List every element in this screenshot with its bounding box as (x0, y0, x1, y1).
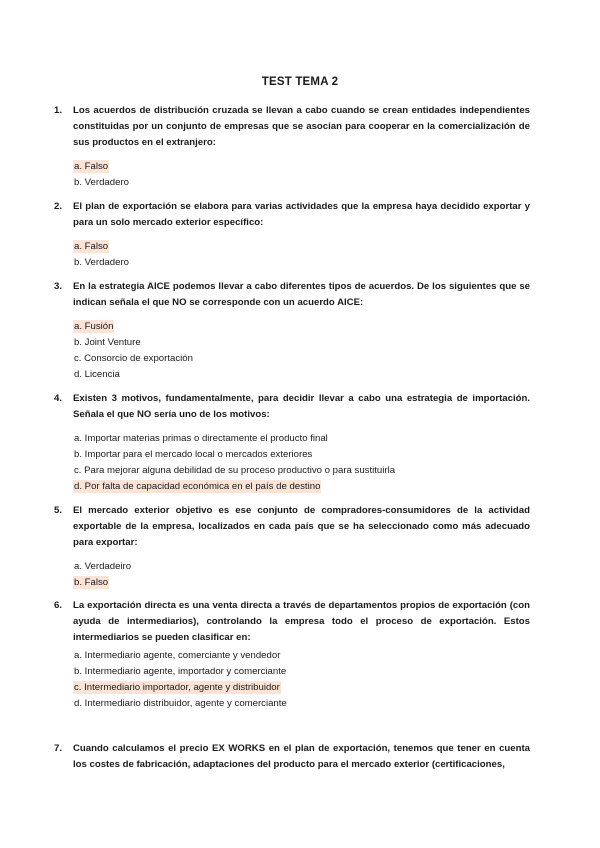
question-text: En la estrategia AICE podemos llevar a cabo diferentes tipos de acuerdos. De los siguientes que se indican señala el que NO se corresponde con un acuerdo AICE: (73, 281, 530, 308)
question-2 (54, 199, 530, 271)
question-7 (54, 741, 530, 773)
option-c (73, 680, 530, 696)
option-label: d. Por falta de capacidad económica en el país de destino (74, 481, 321, 492)
option-a (73, 648, 530, 664)
question-6 (54, 598, 530, 712)
option-b (73, 664, 530, 680)
option-a (73, 239, 530, 255)
option-label: b. Falso (74, 577, 109, 588)
question-text: Los acuerdos de distribución cruzada se llevan a cabo cuando se crean entidades independientes constituidas por un conjunto de empresas que se asocian para cooperar en la comercialización de sus productos en el extranjero: (73, 105, 530, 148)
option-label: a. Falso (74, 241, 109, 252)
option-b (73, 255, 530, 271)
question-4 (54, 391, 530, 495)
option-label: a. Fusión (74, 321, 114, 332)
question-text: Cuando calculamos el precio EX WORKS en el plan de exportación, tenemos que tener en cuenta los costes de fabricación, adaptaciones del producto para el mercado exterior (certificaciones, (73, 743, 530, 770)
option-label: a. Intermediario agente, comerciante y vendedor (74, 650, 281, 661)
option-b (73, 575, 530, 591)
question-number: 1. (54, 105, 63, 116)
question-5 (54, 503, 530, 591)
option-label: d. Intermediario distribuidor, agente y comerciante (74, 698, 287, 709)
option-c (73, 351, 530, 367)
question-text: Existen 3 motivos, fundamentalmente, para decidir llevar a cabo una estrategia de importación. Señala el que NO sería uno de los motivos: (73, 393, 530, 420)
option-label: c. Para mejorar alguna debilidad de su proceso productivo o para sustituirla (74, 465, 396, 476)
option-label: c. Consorcio de exportación (74, 353, 193, 364)
option-d (73, 367, 530, 383)
option-a (73, 319, 530, 335)
option-c (73, 463, 530, 479)
question-3 (54, 279, 530, 383)
option-label: b. Verdadero (74, 257, 129, 268)
option-b (73, 335, 530, 351)
option-label: c. Intermediario importador, agente y distribuidor (74, 682, 280, 693)
option-label: a. Importar materias primas o directamente el producto final (74, 433, 328, 444)
question-text: El plan de exportación se elabora para varias actividades que la empresa haya decidido exportar y para un solo mercado exterior específico: (73, 201, 530, 228)
question-text: La exportación directa es una venta directa a través de departamentos propios de exportación (con ayuda de intermediarios), controlando la empresa todo el proceso de exportación. Estos intermediarios se pueden clasificar en: (73, 600, 530, 643)
question-number: 7. (54, 743, 63, 754)
question-number: 5. (54, 505, 63, 516)
option-a (73, 559, 530, 575)
option-label: d. Licencia (74, 369, 120, 380)
question-text: El mercado exterior objetivo es ese conjunto de compradores-consumidores de la actividad exportable de la empresa, localizados en cada país que se ha seleccionado como más adecuado para exportar: (73, 505, 530, 548)
option-label: a. Verdadeiro (74, 561, 132, 572)
option-label: b. Intermediario agente, importador y comerciante (74, 666, 287, 677)
option-a (73, 431, 530, 447)
option-label: b. Verdadero (74, 177, 129, 188)
question-number: 6. (54, 600, 63, 611)
option-label: b. Importar para el mercado local o mercados exteriores (74, 449, 313, 460)
question-number: 2. (54, 201, 63, 212)
question-number: 4. (54, 393, 63, 404)
option-label: b. Joint Venture (74, 337, 141, 348)
option-a (73, 159, 530, 175)
option-d (73, 696, 530, 712)
option-b (73, 447, 530, 463)
option-d (73, 479, 530, 495)
option-b (73, 175, 530, 191)
question-number: 3. (54, 281, 63, 292)
option-label: a. Falso (74, 161, 109, 172)
page-title: TEST TEMA 2 (261, 76, 339, 88)
question-1 (54, 103, 530, 191)
